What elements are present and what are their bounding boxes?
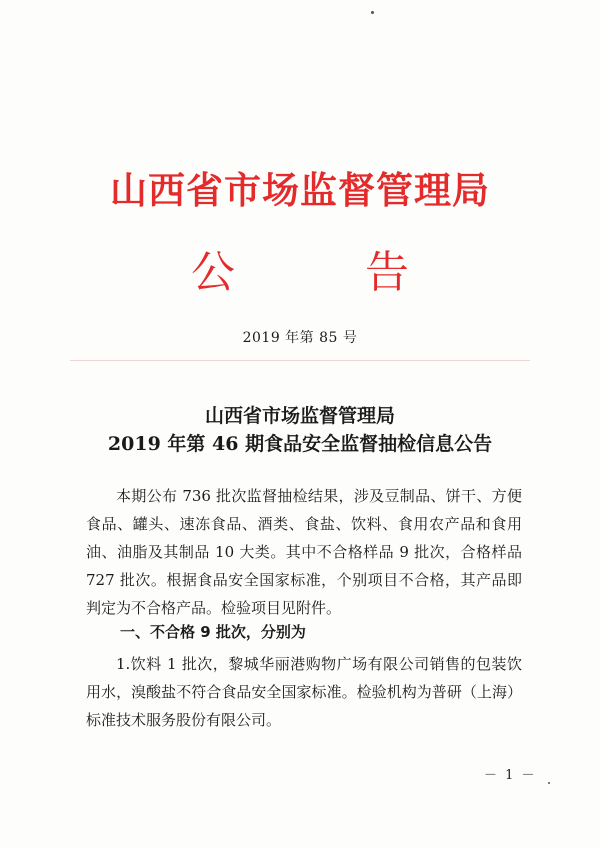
notice-title-line2: 2019 年第 46 期食品安全监督抽检信息公告	[107, 433, 493, 455]
scan-speck	[548, 782, 550, 784]
notice-title-line1: 山西省市场监督管理局	[204, 405, 395, 427]
agency-title: 山西省市场监督管理局	[110, 169, 490, 212]
page-number: － 1 －	[484, 768, 537, 783]
intro-text: 本期公布 736 批次监督抽检结果，涉及豆制品、饼干、方便食品、罐头、速冻食品、酒类、食盐、饮料、食用农产品和食用油、油脂及其制品 10 大类。其中不合格样品 9 批次，合格样品 727 批次。根据食品安全国家标准，个别项目不合格，其产品即判定为不合格产品。检验项目见附件。	[86, 487, 522, 617]
scan-speck	[371, 11, 374, 14]
document-type: 公 告	[191, 247, 467, 298]
section-heading: 一、不合格 9 批次，分别为	[120, 623, 306, 641]
item-paragraph	[86, 650, 522, 734]
intro-paragraph	[86, 482, 522, 622]
header-divider	[70, 360, 530, 361]
document-number: 2019 年第 85 号	[242, 330, 358, 346]
item-text: 1.饮料 1 批次，黎城华丽港购物广场有限公司销售的包装饮用水，溴酸盐不符合食品安全国家标准。检验机构为普研（上海）标准技术服务股份有限公司。	[86, 655, 522, 729]
